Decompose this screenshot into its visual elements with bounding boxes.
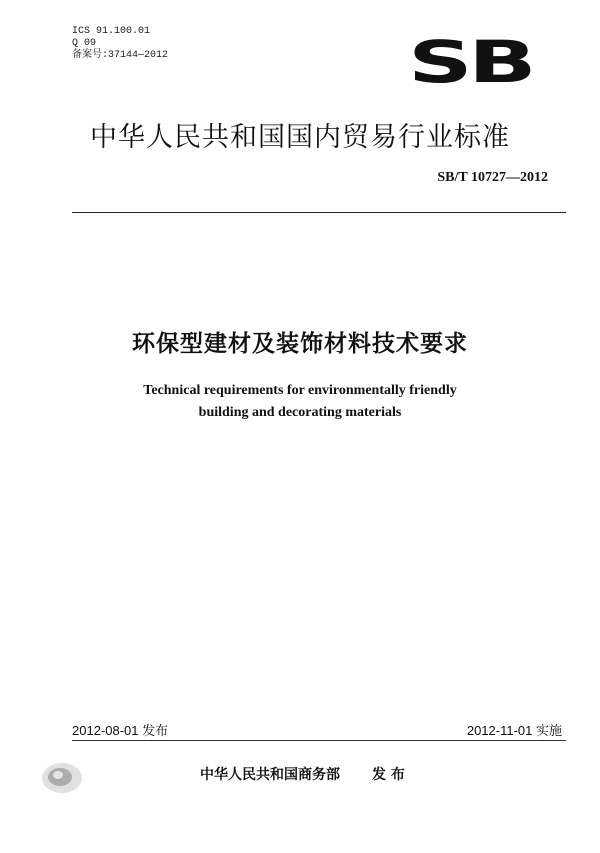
seal-stamp-icon: [36, 760, 88, 796]
document-title-en: [0, 380, 600, 424]
classification-block: [72, 26, 168, 62]
title-en-line2: building and decorating materials: [198, 405, 402, 420]
header-divider: [72, 212, 566, 213]
implementation-date: 2012-11-01 实施: [466, 723, 562, 738]
sb-logo: SB: [408, 28, 532, 96]
ics-code: ICS 91.100.01: [72, 26, 151, 37]
issue-date: 2012-08-01 发布: [72, 723, 169, 738]
filing-number: 备案号:37144—2012: [72, 50, 169, 61]
issuer-name: 中华人民共和国商务部: [200, 767, 340, 783]
standard-category-title: 中华人民共和国国内贸易行业标准: [90, 122, 510, 153]
standard-number: SB/T 10727—2012: [437, 170, 548, 185]
title-en-line1: Technical requirements for environmentally friendly: [143, 383, 457, 398]
issuer-action: 发 布: [372, 767, 405, 783]
document-title-cn: 环保型建材及装饰材料技术要求: [132, 331, 468, 357]
footer-divider: [72, 740, 566, 741]
class-code: Q 09: [72, 38, 97, 49]
issuing-authority: [200, 764, 405, 784]
